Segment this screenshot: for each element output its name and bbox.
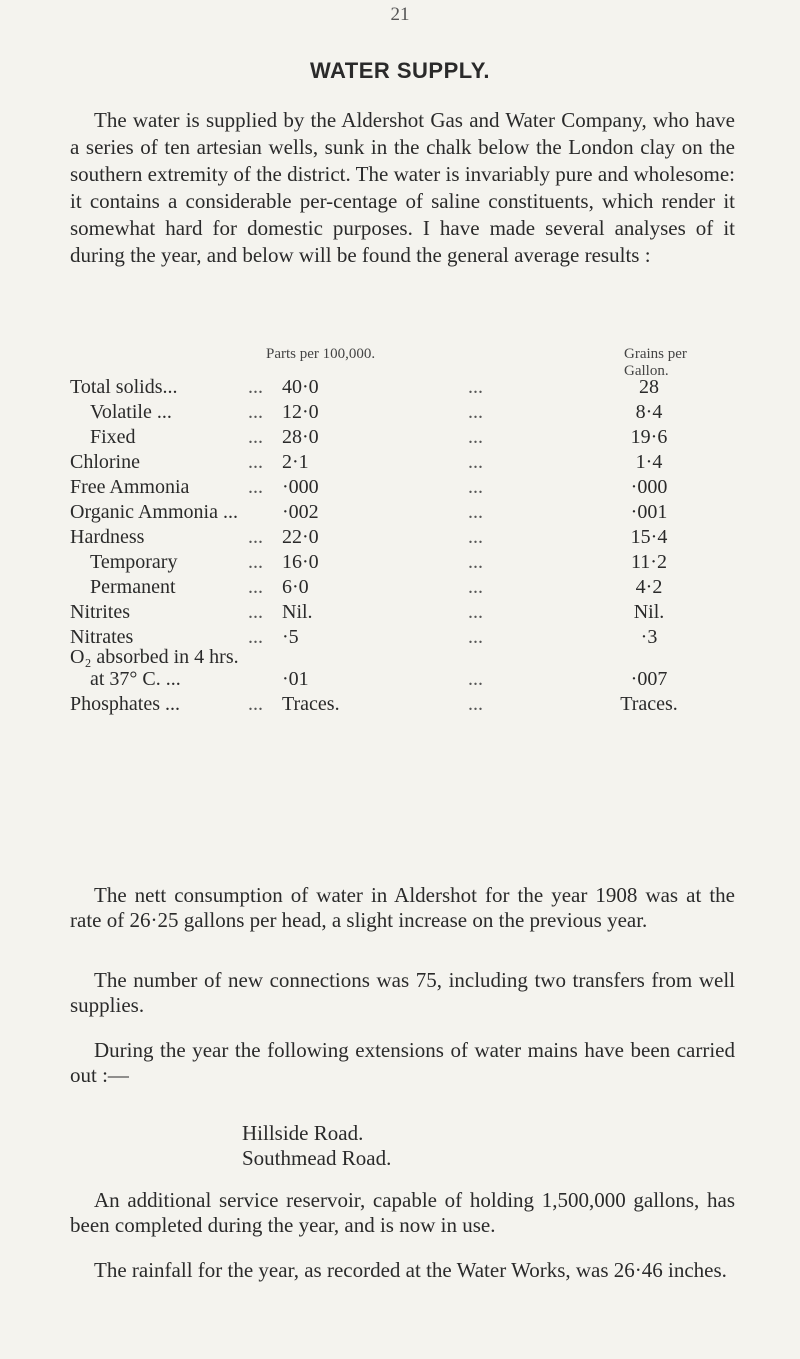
grains-value: 4·2 [635, 576, 663, 598]
table-row [70, 646, 735, 694]
grains-value: Nil. [633, 601, 665, 623]
table-row [70, 551, 735, 576]
road-item: Hillside Road. [242, 1121, 364, 1145]
row-label: Permanent [90, 576, 176, 598]
parts-value: 12·0 [282, 401, 319, 423]
leader-dots: ... [468, 476, 483, 498]
grains-value: 28 [639, 376, 659, 398]
grains-value: 1·4 [635, 451, 663, 473]
table-row [70, 693, 735, 718]
grains-value: 11·2 [631, 551, 667, 573]
leader-dots: ... [468, 526, 483, 548]
parts-value: Traces. [282, 693, 340, 715]
table-row [70, 526, 735, 551]
intro-paragraph [70, 107, 735, 269]
reservoir-text: An additional service reservoir, capable of holding 1,500,000 gallons, has been completed during the year, and is now in use. [70, 1188, 735, 1237]
leader-dots: ... [468, 501, 483, 523]
table-row [70, 501, 735, 526]
leader-dots: ... [468, 401, 483, 423]
row-label: Temporary [90, 551, 178, 573]
grains-value: Traces. [620, 693, 678, 715]
grains-value: ·3 [640, 626, 658, 648]
leader-dots: ... [468, 601, 483, 623]
column-header-parts: Parts per 100,000. [266, 346, 376, 362]
consumption-paragraph [70, 883, 735, 933]
table-row [70, 376, 735, 401]
leader-dots: ... [248, 376, 263, 398]
row-label: Organic Ammonia ... [70, 501, 238, 523]
parts-value: 40·0 [282, 376, 319, 398]
row-label: Phosphates ... [70, 693, 180, 715]
extensions-paragraph [70, 1038, 735, 1088]
parts-value: ·000 [282, 476, 319, 498]
row-label: Nitrates [70, 626, 134, 648]
extensions-text: During the year the following extensions of water mains have been carried out :— [70, 1038, 735, 1087]
road-item: Southmead Road. [242, 1146, 392, 1170]
leader-dots: ... [248, 426, 263, 448]
row-label: Nitrites [70, 601, 130, 623]
leader-dots: ... [468, 451, 483, 473]
page-title: WATER SUPPLY. [309, 58, 491, 83]
rainfall-text: The rainfall for the year, as recorded at the Water Works, was 26·46 inches. [94, 1258, 727, 1282]
table-row [70, 401, 735, 426]
leader-dots: ... [468, 693, 483, 715]
leader-dots: ... [248, 576, 263, 598]
intro-text: The water is supplied by the Aldershot Gas and Water Company, who have a series of ten artesian wells, sunk in the chalk below the London clay on the southern extremity of the district. The water is invariably pure and wholesome: it contains a considerable per-centage of saline constituents, which render it somewhat hard for domestic purposes. I have made several analyses of it during the year, and below will be found the general average results : [70, 108, 735, 267]
parts-value: ·002 [282, 501, 319, 523]
leader-dots: ... [468, 626, 483, 648]
leader-dots: ... [468, 668, 483, 690]
row-label: Hardness [70, 526, 145, 548]
grains-value: 19·6 [630, 426, 668, 448]
parts-value: 2·1 [282, 451, 309, 473]
reservoir-paragraph [70, 1188, 735, 1238]
row-label: O₂ absorbed in 4 hrs. [70, 646, 239, 668]
row-label-continuation: at 37° C. ... [90, 668, 181, 690]
leader-dots: ... [248, 626, 263, 648]
page-number: 21 [390, 4, 410, 25]
table-row [70, 426, 735, 451]
grains-value: 15·4 [630, 526, 668, 548]
row-label: Free Ammonia [70, 476, 190, 498]
leader-dots: ... [248, 693, 263, 715]
table-row [70, 601, 735, 626]
leader-dots: ... [248, 601, 263, 623]
leader-dots: ... [468, 551, 483, 573]
table-row [70, 476, 735, 501]
parts-value: ·5 [282, 626, 299, 648]
parts-value: 16·0 [282, 551, 319, 573]
parts-value: ·01 [282, 668, 309, 690]
row-label: Fixed [90, 426, 136, 448]
row-label: Total solids... [70, 376, 178, 398]
row-label: Chlorine [70, 451, 140, 473]
consumption-text: The nett consumption of water in Aldershot for the year 1908 was at the rate of 26·25 gallons per head, a slight increase on the previous year. [70, 883, 735, 932]
leader-dots: ... [248, 476, 263, 498]
grains-value: ·007 [630, 668, 668, 690]
leader-dots: ... [468, 376, 483, 398]
leader-dots: ... [248, 526, 263, 548]
leader-dots: ... [248, 451, 263, 473]
parts-value: 28·0 [282, 426, 319, 448]
leader-dots: ... [248, 401, 263, 423]
table-row [70, 451, 735, 476]
connections-paragraph [70, 968, 735, 1018]
grains-value: 8·4 [635, 401, 663, 423]
row-label: Volatile ... [90, 401, 172, 423]
leader-dots: ... [468, 576, 483, 598]
table-row [70, 576, 735, 601]
leader-dots: ... [468, 426, 483, 448]
rainfall-paragraph [70, 1258, 735, 1283]
parts-value: 22·0 [282, 526, 319, 548]
grains-value: ·000 [630, 476, 668, 498]
leader-dots: ... [248, 551, 263, 573]
column-header-grains: Grains per Gallon. [624, 346, 687, 379]
connections-text: The number of new connections was 75, including two transfers from well supplies. [70, 968, 735, 1017]
grains-value: ·001 [630, 501, 668, 523]
parts-value: Nil. [282, 601, 313, 623]
parts-value: 6·0 [282, 576, 309, 598]
